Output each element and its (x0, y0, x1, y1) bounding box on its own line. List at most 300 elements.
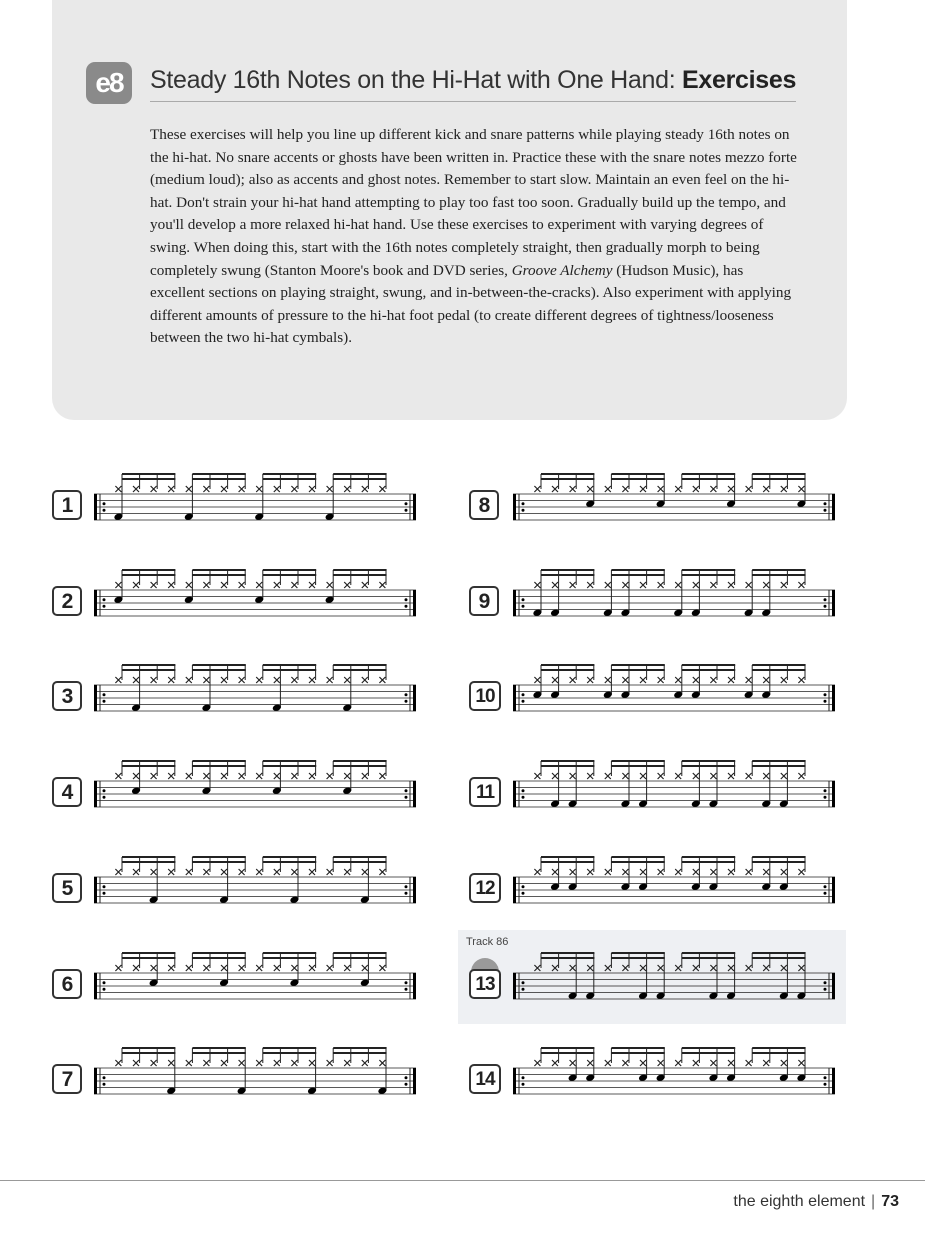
hihat-note (640, 486, 646, 492)
hihat-note (763, 486, 769, 492)
repeat-end-thick (413, 685, 416, 711)
drum-staff (92, 751, 418, 821)
hihat-note (327, 582, 333, 588)
hihat-note (291, 773, 297, 779)
hihat-note (746, 486, 752, 492)
hihat-note (186, 965, 192, 971)
repeat-dot (522, 789, 525, 792)
hihat-note (640, 677, 646, 683)
hihat-note (256, 869, 262, 875)
hihat-note (115, 582, 121, 588)
repeat-dot (522, 885, 525, 888)
hihat-note (291, 582, 297, 588)
hihat-note (168, 1060, 174, 1066)
hihat-note (658, 486, 664, 492)
hihat-note (256, 773, 262, 779)
hihat-note (763, 869, 769, 875)
hihat-note (309, 773, 315, 779)
hihat-note (151, 1060, 157, 1066)
hihat-note (327, 677, 333, 683)
repeat-dot (405, 604, 408, 607)
intro-paragraph (150, 124, 800, 350)
hihat-note (186, 773, 192, 779)
repeat-end-thick (413, 1068, 416, 1094)
hihat-note (781, 773, 787, 779)
repeat-dot (522, 892, 525, 895)
hihat-note (362, 677, 368, 683)
hihat-note (274, 486, 280, 492)
hihat-note (710, 1060, 716, 1066)
hihat-note (763, 773, 769, 779)
hihat-note (710, 773, 716, 779)
hihat-note (133, 677, 139, 683)
repeat-dot (103, 987, 106, 990)
hihat-note (570, 773, 576, 779)
hihat-note (239, 869, 245, 875)
intro-part2: (Hudson Music), has excellent sections on playing straight, swung, and in-between-the-cracks). Also experiment with applying different amounts of pressure to the hi-hat foot pedal (to create different degrees of tightness/looseness between the two hi-hat cymbals). (150, 261, 792, 347)
hihat-note (151, 965, 157, 971)
repeat-dot (824, 796, 827, 799)
hihat-note (186, 486, 192, 492)
hihat-note (781, 677, 787, 683)
hihat-note (151, 773, 157, 779)
repeat-end-thick (832, 877, 835, 903)
hihat-note (115, 869, 121, 875)
repeat-start-thick (94, 685, 97, 711)
hihat-note (781, 582, 787, 588)
hihat-note (658, 677, 664, 683)
page-number: 73 (881, 1193, 899, 1210)
hihat-note (622, 965, 628, 971)
hihat-note (239, 1060, 245, 1066)
repeat-dot (824, 981, 827, 984)
repeat-start-thick (94, 781, 97, 807)
hihat-note (658, 965, 664, 971)
hihat-note (327, 1060, 333, 1066)
repeat-start-thick (94, 494, 97, 520)
hihat-note (622, 582, 628, 588)
hihat-note (746, 773, 752, 779)
hihat-note (552, 486, 558, 492)
hihat-note (291, 1060, 297, 1066)
hihat-note (115, 677, 121, 683)
repeat-start-thick (513, 494, 516, 520)
exercise-number: 7 (52, 1064, 82, 1094)
repeat-end-thick (832, 781, 835, 807)
repeat-dot (405, 981, 408, 984)
intro-part1: These exercises will help you line up different kick and snare patterns while playing steady 16th notes on the hi-hat. No snare accents or ghosts have been written in. Practice these with the snare notes mezzo forte (medium loud); also as accents and ghost notes. Remember to start slow. Maintain an even feel on the hi-hat. Don't strain your hi-hat hand attempting to play too fast too soon. Gradually build up the tempo, and you'll develop a more relaxed hi-hat hand. Use these exercises to experiment with varying degrees of swing. When doing this, start with the 16th notes completely straight, then gradually morph to being completely swung (Stanton Moore's book and DVD series, (150, 126, 797, 279)
repeat-dot (103, 1083, 106, 1086)
repeat-start-thick (513, 973, 516, 999)
hihat-note (781, 869, 787, 875)
hihat-note (570, 677, 576, 683)
footer-rule (0, 1180, 925, 1181)
hihat-note (133, 965, 139, 971)
repeat-dot (103, 892, 106, 895)
hihat-note (710, 965, 716, 971)
hihat-note (221, 1060, 227, 1066)
hihat-note (693, 965, 699, 971)
hihat-note (710, 582, 716, 588)
exercise-number: 12 (469, 873, 501, 903)
hihat-note (693, 486, 699, 492)
hihat-note (622, 773, 628, 779)
hihat-note (221, 677, 227, 683)
repeat-dot (522, 604, 525, 607)
hihat-note (605, 869, 611, 875)
repeat-start-thick (513, 685, 516, 711)
exercise-number: 14 (469, 1064, 501, 1094)
repeat-dot (405, 796, 408, 799)
hihat-note (203, 869, 209, 875)
drum-staff (511, 464, 837, 534)
hihat-note (552, 582, 558, 588)
exercise-number: 3 (52, 681, 82, 711)
hihat-note (587, 677, 593, 683)
hihat-note (658, 582, 664, 588)
hihat-note (256, 677, 262, 683)
hihat-note (658, 1060, 664, 1066)
repeat-dot (824, 509, 827, 512)
repeat-dot (103, 604, 106, 607)
hihat-note (781, 965, 787, 971)
hihat-note (710, 869, 716, 875)
hihat-note (309, 486, 315, 492)
hihat-note (309, 582, 315, 588)
repeat-dot (103, 789, 106, 792)
hihat-note (168, 965, 174, 971)
hihat-note (605, 582, 611, 588)
hihat-note (362, 1060, 368, 1066)
hihat-note (115, 773, 121, 779)
hihat-note (239, 582, 245, 588)
hihat-note (746, 582, 752, 588)
repeat-dot (405, 502, 408, 505)
hihat-note (693, 1060, 699, 1066)
repeat-dot (103, 509, 106, 512)
hihat-note (291, 965, 297, 971)
hihat-note (274, 773, 280, 779)
hihat-note (133, 582, 139, 588)
hihat-note (344, 869, 350, 875)
hihat-note (168, 677, 174, 683)
book-name: the eighth element (733, 1193, 866, 1210)
hihat-note (781, 1060, 787, 1066)
drum-staff (511, 560, 837, 630)
drum-staff (511, 847, 837, 917)
hihat-note (728, 677, 734, 683)
repeat-dot (405, 700, 408, 703)
hihat-note (746, 677, 752, 683)
hihat-note (344, 965, 350, 971)
repeat-dot (522, 598, 525, 601)
hihat-note (327, 773, 333, 779)
hihat-note (798, 773, 804, 779)
hihat-note (798, 486, 804, 492)
hihat-note (587, 869, 593, 875)
repeat-dot (824, 598, 827, 601)
hihat-note (203, 1060, 209, 1066)
hihat-note (798, 965, 804, 971)
hihat-note (256, 1060, 262, 1066)
hihat-note (798, 677, 804, 683)
drum-staff (511, 943, 837, 1013)
hihat-note (344, 1060, 350, 1066)
hihat-note (291, 486, 297, 492)
repeat-dot (824, 1076, 827, 1079)
hihat-note (570, 1060, 576, 1066)
hihat-note (534, 677, 540, 683)
hihat-note (605, 677, 611, 683)
hihat-note (379, 965, 385, 971)
hihat-note (746, 1060, 752, 1066)
hihat-note (309, 677, 315, 683)
hihat-note (256, 582, 262, 588)
hihat-note (675, 1060, 681, 1066)
hihat-note (658, 773, 664, 779)
repeat-dot (405, 1076, 408, 1079)
repeat-dot (522, 1083, 525, 1086)
hihat-note (693, 582, 699, 588)
hihat-note (570, 486, 576, 492)
hihat-note (552, 677, 558, 683)
repeat-dot (824, 604, 827, 607)
hihat-note (605, 965, 611, 971)
hihat-note (221, 965, 227, 971)
hihat-note (379, 869, 385, 875)
hihat-note (186, 677, 192, 683)
hihat-note (622, 1060, 628, 1066)
repeat-start-thick (513, 877, 516, 903)
exercise-number: 11 (469, 777, 501, 807)
drum-staff (511, 751, 837, 821)
hihat-note (728, 869, 734, 875)
hihat-note (362, 486, 368, 492)
drum-staff (92, 560, 418, 630)
hihat-note (239, 965, 245, 971)
hihat-note (256, 965, 262, 971)
hihat-note (534, 773, 540, 779)
hihat-note (115, 965, 121, 971)
hihat-note (344, 486, 350, 492)
repeat-start-thick (513, 781, 516, 807)
hihat-note (362, 869, 368, 875)
hihat-note (362, 582, 368, 588)
hihat-note (256, 486, 262, 492)
hihat-note (274, 677, 280, 683)
page-footer (733, 1193, 899, 1211)
hihat-note (763, 1060, 769, 1066)
repeat-dot (824, 987, 827, 990)
hihat-note (344, 773, 350, 779)
repeat-end-thick (413, 494, 416, 520)
repeat-dot (103, 981, 106, 984)
repeat-dot (103, 796, 106, 799)
hihat-note (168, 773, 174, 779)
repeat-end-thick (832, 1068, 835, 1094)
hihat-note (552, 965, 558, 971)
repeat-dot (405, 987, 408, 990)
hihat-note (168, 869, 174, 875)
hihat-note (274, 965, 280, 971)
title-main: Steady 16th Notes on the Hi-Hat with One Hand: (150, 66, 676, 94)
repeat-start-thick (513, 1068, 516, 1094)
hihat-note (622, 486, 628, 492)
drum-staff (92, 655, 418, 725)
hihat-note (344, 582, 350, 588)
hihat-note (675, 773, 681, 779)
exercise-number: 6 (52, 969, 82, 999)
hihat-note (710, 677, 716, 683)
hihat-note (309, 869, 315, 875)
repeat-dot (103, 700, 106, 703)
repeat-start-thick (94, 590, 97, 616)
repeat-dot (824, 694, 827, 697)
repeat-dot (405, 885, 408, 888)
hihat-note (746, 869, 752, 875)
hihat-note (291, 869, 297, 875)
hihat-note (728, 773, 734, 779)
repeat-dot (405, 892, 408, 895)
repeat-dot (824, 700, 827, 703)
hihat-note (379, 773, 385, 779)
hihat-note (344, 677, 350, 683)
repeat-dot (103, 885, 106, 888)
hihat-note (728, 1060, 734, 1066)
hihat-note (640, 869, 646, 875)
hihat-note (587, 773, 593, 779)
hihat-note (203, 773, 209, 779)
hihat-note (587, 965, 593, 971)
hihat-note (587, 1060, 593, 1066)
hihat-note (221, 582, 227, 588)
drum-staff (92, 943, 418, 1013)
hihat-note (203, 582, 209, 588)
repeat-end-thick (413, 877, 416, 903)
hihat-note (552, 773, 558, 779)
exercise-number: 2 (52, 586, 82, 616)
hihat-note (362, 773, 368, 779)
exercise-number: 5 (52, 873, 82, 903)
title-bold: Exercises (682, 66, 797, 94)
hihat-note (186, 582, 192, 588)
repeat-end-thick (413, 973, 416, 999)
hihat-note (133, 773, 139, 779)
drum-staff (511, 1038, 837, 1108)
repeat-end-thick (413, 590, 416, 616)
repeat-dot (405, 509, 408, 512)
hihat-note (534, 965, 540, 971)
hihat-note (640, 773, 646, 779)
hihat-note (221, 773, 227, 779)
hihat-note (379, 582, 385, 588)
hihat-note (605, 486, 611, 492)
hihat-note (327, 869, 333, 875)
repeat-dot (522, 700, 525, 703)
hihat-note (640, 582, 646, 588)
repeat-dot (522, 694, 525, 697)
hihat-note (570, 869, 576, 875)
hihat-note (327, 965, 333, 971)
hihat-note (239, 486, 245, 492)
hihat-note (534, 1060, 540, 1066)
hihat-note (763, 677, 769, 683)
repeat-end-thick (413, 781, 416, 807)
track-label: Track 86 (466, 936, 509, 948)
hihat-note (151, 582, 157, 588)
hihat-note (746, 965, 752, 971)
hihat-note (675, 869, 681, 875)
hihat-note (587, 486, 593, 492)
repeat-start-thick (94, 877, 97, 903)
repeat-dot (522, 987, 525, 990)
hihat-note (675, 965, 681, 971)
repeat-start-thick (94, 973, 97, 999)
hihat-note (605, 773, 611, 779)
hihat-note (534, 486, 540, 492)
hihat-note (186, 869, 192, 875)
hihat-note (151, 677, 157, 683)
hihat-note (221, 869, 227, 875)
exercise-number: 8 (469, 490, 499, 520)
hihat-note (274, 869, 280, 875)
hihat-note (710, 486, 716, 492)
hihat-note (379, 677, 385, 683)
hihat-note (622, 869, 628, 875)
repeat-dot (522, 509, 525, 512)
repeat-dot (824, 892, 827, 895)
repeat-dot (522, 502, 525, 505)
repeat-end-thick (832, 494, 835, 520)
exercise-number: 9 (469, 586, 499, 616)
hihat-note (133, 869, 139, 875)
hihat-note (379, 1060, 385, 1066)
repeat-end-thick (832, 590, 835, 616)
hihat-note (133, 486, 139, 492)
repeat-dot (522, 981, 525, 984)
repeat-dot (405, 1083, 408, 1086)
section-title (150, 66, 796, 102)
hihat-note (274, 582, 280, 588)
hihat-note (362, 965, 368, 971)
repeat-dot (405, 789, 408, 792)
exercise-number: 13 (469, 969, 501, 999)
drum-staff (92, 464, 418, 534)
e8-badge-icon: e8 (86, 62, 132, 104)
hihat-note (133, 1060, 139, 1066)
hihat-note (186, 1060, 192, 1066)
repeat-dot (103, 502, 106, 505)
repeat-dot (824, 1083, 827, 1086)
repeat-dot (103, 694, 106, 697)
hihat-note (570, 582, 576, 588)
hihat-note (534, 582, 540, 588)
hihat-note (675, 677, 681, 683)
repeat-dot (824, 789, 827, 792)
repeat-dot (405, 598, 408, 601)
hihat-note (693, 677, 699, 683)
hihat-note (115, 1060, 121, 1066)
hihat-note (728, 486, 734, 492)
exercise-number: 4 (52, 777, 82, 807)
hihat-note (168, 582, 174, 588)
hihat-note (798, 582, 804, 588)
hihat-note (658, 869, 664, 875)
hihat-note (379, 486, 385, 492)
hihat-note (640, 1060, 646, 1066)
repeat-dot (824, 502, 827, 505)
hihat-note (622, 677, 628, 683)
